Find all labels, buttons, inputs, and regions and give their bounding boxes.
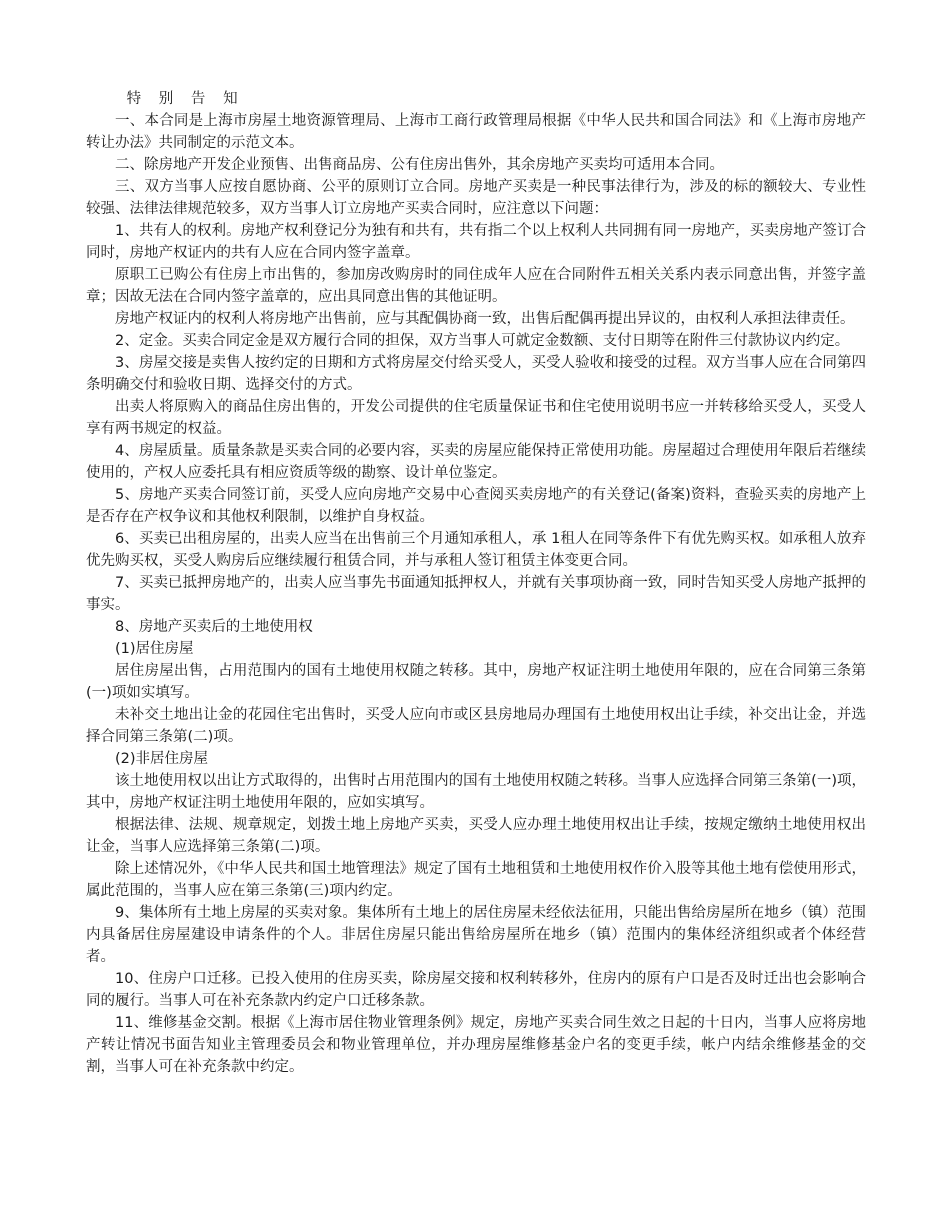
paragraph: 原职工已购公有住房上市出售的，参加房改购房时的同住成年人应在合同附件五相关关系内表示同意出售，并签字盖章；因故无法在合同内签字盖章的，应出具同意出售的其他证明。 bbox=[86, 267, 866, 305]
paragraph: 三、双方当事人应按自愿协商、公平的原则订立合同。房地产买卖是一种民事法律行为，涉及的标的额较大、专业性较强、法律法律规范较多，双方当事人订立房地产买卖合同时，应注意以下问题： bbox=[86, 179, 866, 217]
paragraph: 未补交土地出让金的花园住宅出售时，买受人应向市或区县房地局办理国有土地使用权出让手续，补交出让金，并选择合同第三条第(二)项。 bbox=[86, 707, 866, 745]
paragraph: 根据法律、法规、规章规定，划拨土地上房地产买卖，买受人应办理土地使用权出让手续，按规定缴纳土地使用权出让金，当事人应选择第三条第(二)项。 bbox=[86, 817, 866, 855]
paragraph: 一、本合同是上海市房屋土地资源管理局、上海市工商行政管理局根据《中华人民共和国合同法》和《上海市房地产转让办法》共同制定的示范文本。 bbox=[86, 113, 866, 151]
paragraph: 5、房地产买卖合同签订前，买受人应向房地产交易中心查阅买卖房地产的有关登记(备案)资料，查验买卖的房地产上是否存在产权争议和其他权利限制，以维护自身权益。 bbox=[86, 487, 866, 525]
paragraph: 1、共有人的权利。房地产权利登记分为独有和共有，共有指二个以上权利人共同拥有同一房地产，买卖房地产签订合同时，房地产权证内的共有人应在合同内签字盖章。 bbox=[86, 223, 866, 261]
paragraph: 3、房屋交接是卖售人按约定的日期和方式将房屋交付给买受人，买受人验收和接受的过程。双方当事人应在合同第四条明确交付和验收日期、选择交付的方式。 bbox=[86, 355, 866, 393]
paragraph: 除上述情况外，《中华人民共和国土地管理法》规定了国有土地租赁和土地使用权作价入股等其他土地有偿使用形式，属此范围的，当事人应在第三条第(三)项内约定。 bbox=[86, 861, 866, 899]
paragraph: 8、房地产买卖后的土地使用权 bbox=[115, 619, 313, 635]
paragraph: 10、住房户口迁移。已投入使用的住房买卖，除房屋交接和权利转移外，住房内的原有户口是否及时迁出也会影响合同的履行。当事人可在补充条款内约定户口迁移条款。 bbox=[86, 971, 866, 1009]
paragraph: 2、定金。买卖合同定金是双方履行合同的担保，双方当事人可就定金数额、支付日期等在附件三付款协议内约定。 bbox=[115, 333, 850, 349]
document-title: 特 别 告 知 bbox=[126, 91, 245, 107]
paragraph: 6、买卖已出租房屋的，出卖人应当在出售前三个月通知承租人，承 1租人在同等条件下有优先购买权。如承租人放弃优先购买权，买受人购房后应继续履行租赁合同，并与承租人签订租赁主体变更合同。 bbox=[86, 531, 866, 569]
paragraph: (2)非居住房屋 bbox=[115, 751, 209, 767]
paragraph: 房地产权证内的权利人将房地产出售前，应与其配偶协商一致，出售后配偶再提出异议的，由权利人承担法律责任。 bbox=[115, 311, 855, 327]
paragraph: 二、除房地产开发企业预售、出售商品房、公有住房出售外，其余房地产买卖均可适用本合同。 bbox=[115, 157, 724, 173]
paragraph: 出卖人将原购入的商品住房出售的，开发公司提供的住宅质量保证书和住宅使用说明书应一并转移给买受人，买受人享有两书规定的权益。 bbox=[86, 399, 866, 437]
paragraph: (1)居住房屋 bbox=[115, 641, 194, 657]
paragraph: 居住房屋出售，占用范围内的国有土地使用权随之转移。其中，房地产权证注明土地使用年限的，应在合同第三条第(一)项如实填写。 bbox=[86, 663, 866, 701]
paragraph: 该土地使用权以出让方式取得的，出售时占用范围内的国有土地使用权随之转移。当事人应选择合同第三条第(一)项，其中，房地产权证注明土地使用年限的，应如实填写。 bbox=[86, 773, 866, 811]
paragraph: 9、集体所有土地上房屋的买卖对象。集体所有土地上的居住房屋未经依法征用，只能出售给房屋所在地乡（镇）范围内具备居住房屋建设申请条件的个人。非居住房屋只能出售给房屋所在地乡（镇）范围内的集体经济组织或者个体经营者。 bbox=[86, 905, 866, 965]
paragraph: 11、维修基金交割。根据《上海市居住物业管理条例》规定，房地产买卖合同生效之日起的十日内，当事人应将房地产转让情况书面告知业主管理委员会和物业管理单位，并办理房屋维修基金户名的变更手续，帐户内结余维修基金的交割，当事人可在补充条款中约定。 bbox=[86, 1015, 866, 1075]
document-body bbox=[86, 88, 866, 1078]
paragraph: 7、买卖已抵押房地产的，出卖人应当事先书面通知抵押权人，并就有关事项协商一致，同时告知买受人房地产抵押的事实。 bbox=[86, 575, 866, 613]
paragraph: 4、房屋质量。质量条款是买卖合同的必要内容，买卖的房屋应能保持正常使用功能。房屋超过合理使用年限后若继续使用的，产权人应委托具有相应资质等级的勘察、设计单位鉴定。 bbox=[86, 443, 866, 481]
paragraph-list bbox=[86, 110, 866, 1078]
